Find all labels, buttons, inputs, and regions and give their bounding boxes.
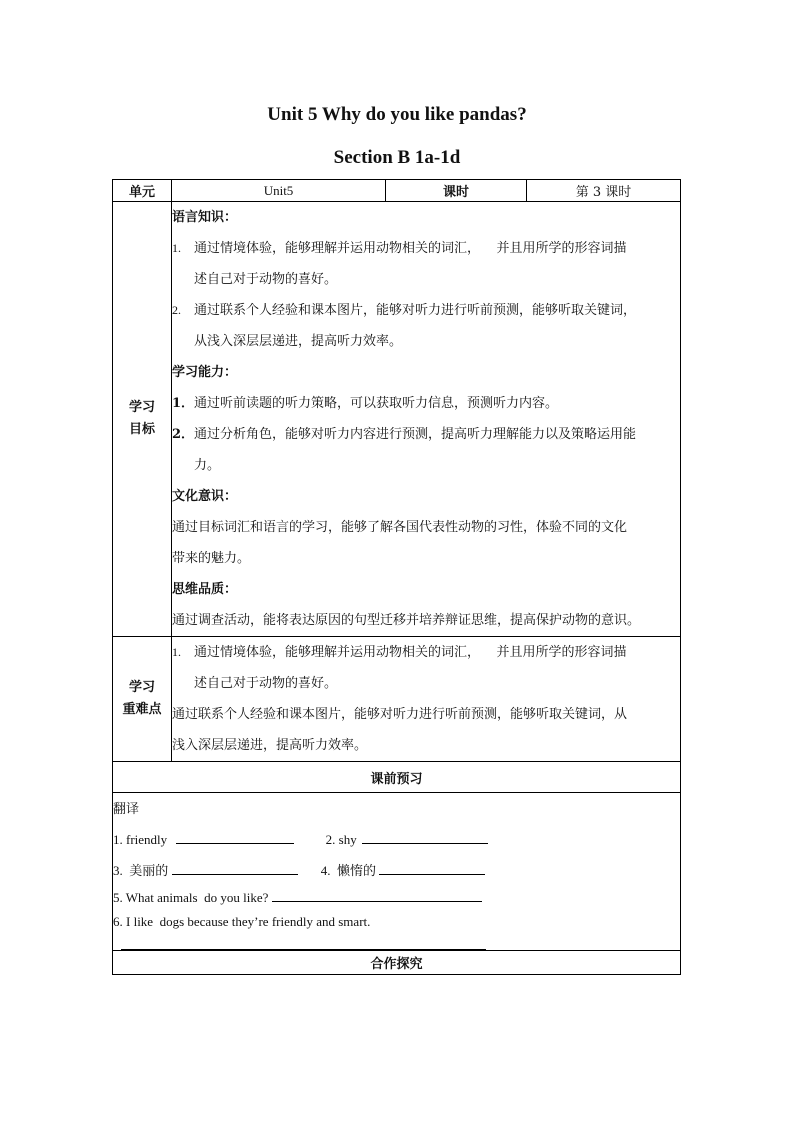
ability-item-2 [172, 419, 680, 450]
item-text: 通过情境体验，能够理解并运用动物相关的词汇， 并且用所学的形容词描 [194, 241, 627, 256]
language-item-1-cont: 述自己对于动物的喜好。 [194, 272, 338, 287]
key-points-label-text: 学习 重难点 [122, 680, 162, 717]
item-text: 通过听前读题的听力策略，可以获取听力信息，预测听力内容。 [194, 396, 559, 411]
key-point-para-2: 浅入深层层递进，提高听力效率。 [172, 738, 368, 753]
ability-heading: 学习能力： [172, 365, 238, 380]
question-5: 5. What animals do you like? [113, 890, 269, 905]
preview-section-title: 课前预习 [113, 762, 681, 793]
answer-blank-1[interactable] [176, 829, 294, 844]
answer-blank-5[interactable] [272, 887, 482, 902]
item-number: 2. [172, 303, 181, 317]
page-title: Unit 5 Why do you like pandas? [267, 104, 527, 125]
ability-item-1 [172, 388, 680, 419]
ability-item-2-cont: 力。 [194, 458, 221, 473]
item-number: 1. [172, 645, 181, 659]
language-heading: 语言知识： [172, 210, 238, 225]
thinking-heading: 思维品质： [172, 582, 238, 597]
preview-content-row [113, 793, 681, 951]
item-number: 1． [172, 396, 195, 411]
question-2: 2. shy [325, 832, 357, 847]
question-6: 6. I like dogs because they’re friendly and smart. [113, 914, 371, 929]
language-item-2-cont: 从浅入深层层递进，提高听力效率。 [194, 334, 403, 349]
item-text: 通过联系个人经验和课本图片，能够对听力进行听前预测，能够听取关键词， [194, 303, 637, 318]
preview-heading [113, 793, 680, 824]
item-number: 2． [172, 427, 195, 442]
question-3: 3. 美丽的 [113, 863, 169, 878]
answer-blank-3[interactable] [172, 860, 298, 875]
preview-row-4 [113, 910, 680, 934]
culture-line-2: 带来的魅力。 [172, 551, 251, 566]
key-point-item-1 [172, 637, 680, 668]
item-text: 通过情境体验，能够理解并运用动物相关的词汇， 并且用所学的形容词描 [194, 645, 627, 660]
unit-label: 单元 [113, 180, 172, 202]
culture-line-1: 通过目标词汇和语言的学习，能够了解各国代表性动物的习性，体验不同的文化 [172, 520, 628, 535]
period-label: 课时 [386, 180, 527, 202]
objectives-row [113, 202, 681, 637]
key-points-label [113, 637, 172, 762]
cooperation-title-row [113, 951, 681, 975]
objectives-label [113, 202, 172, 637]
language-item-2 [172, 295, 680, 326]
cooperation-section-title: 合作探究 [113, 951, 681, 975]
objectives-content [172, 202, 681, 637]
language-item-1 [172, 233, 680, 264]
preview-title-row [113, 762, 681, 793]
translate-heading: 翻译 [113, 802, 140, 817]
lesson-table [112, 179, 681, 975]
preview-row-1 [113, 824, 680, 855]
page-subtitle: Section B 1a-1d [333, 147, 461, 168]
key-point-para-1: 通过联系个人经验和课本图片，能够对听力进行听前预测，能够听取关键词，从 [172, 707, 628, 722]
answer-blank-2[interactable] [362, 829, 488, 844]
objectives-label-text: 学习 目标 [128, 400, 155, 437]
answer-blank-4[interactable] [379, 860, 485, 875]
preview-row-2 [113, 855, 680, 886]
question-4: 4. 懒惰的 [320, 863, 377, 878]
item-text: 通过分析角色，能够对听力内容进行预测，提高听力理解能力以及策略运用能 [194, 427, 637, 442]
preview-row-3 [113, 886, 680, 910]
question-1: 1. friendly [113, 832, 168, 847]
culture-heading: 文化意识： [172, 489, 238, 504]
unit-value: Unit5 [172, 180, 386, 202]
period-value: 第 3 课时 [527, 180, 681, 202]
item-number: 1. [172, 241, 181, 255]
preview-content [113, 793, 681, 951]
header-row [113, 180, 681, 202]
key-points-content [172, 637, 681, 762]
thinking-line: 通过调查活动，能将表达原因的句型迁移并培养辩证思维，提高保护动物的意识。 [172, 613, 641, 628]
key-points-row [113, 637, 681, 762]
key-point-item-1-cont: 述自己对于动物的喜好。 [194, 676, 338, 691]
